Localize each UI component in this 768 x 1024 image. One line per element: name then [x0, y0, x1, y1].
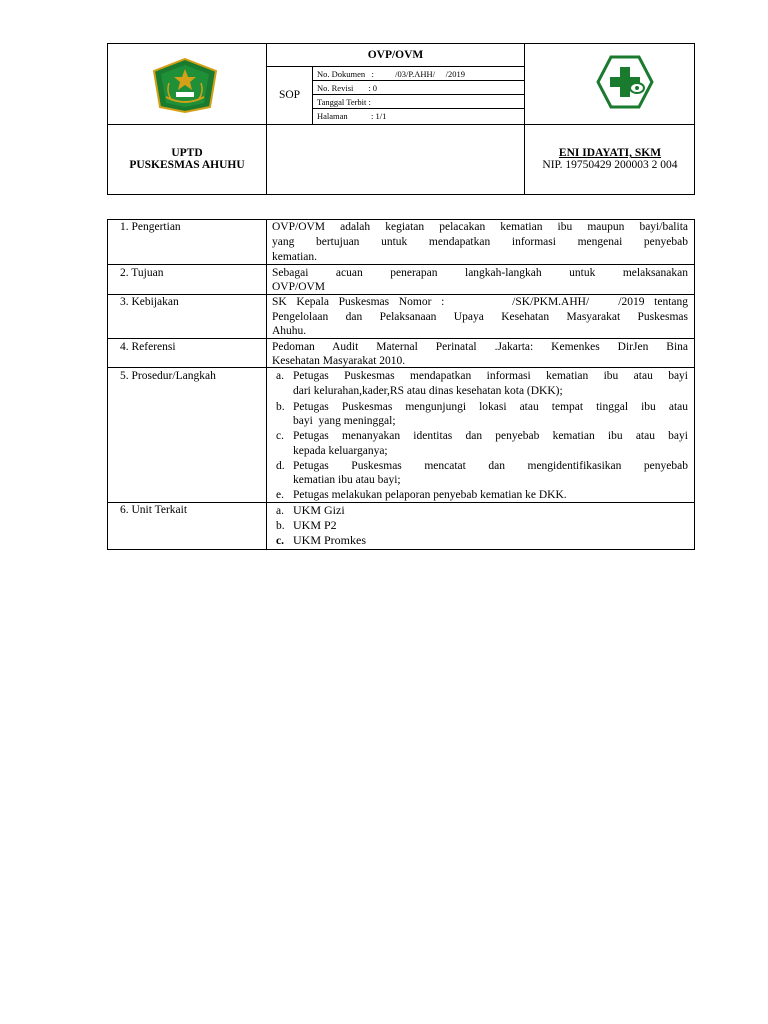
list-item: Petugas Puskesmas mencatat dan mengidentifikasikan penyebab — [293, 460, 688, 472]
list-item: bayi yang meninggal; — [293, 415, 396, 427]
list-marker: b. — [276, 401, 285, 413]
org-name-line1: UPTD — [171, 147, 203, 159]
list-item: kepada keluarganya; — [293, 445, 388, 457]
list-marker: d. — [276, 460, 285, 472]
list-item: UKM P2 — [293, 518, 337, 532]
meta-no-revisi: No. Revisi : 0 — [317, 83, 377, 93]
list-item: Petugas Puskesmas mendapatkan informasi kematian ibu atau bayi — [293, 370, 688, 382]
section-label-tujuan: 2. Tujuan — [120, 267, 164, 279]
list-item: dari kelurahan,kader,RS atau dinas kesehatan kota (DKK); — [293, 385, 563, 397]
section-line: kematian. — [272, 251, 318, 263]
list-marker: e. — [276, 489, 284, 501]
section-label-pengertian: 1. Pengertian — [120, 221, 181, 233]
sop-label: SOP — [278, 89, 301, 101]
list-item: UKM Promkes — [293, 533, 367, 547]
signer-nip: NIP. 19750429 200003 2 004 — [542, 159, 678, 171]
section-line: yang bertujuan untuk mendapatkan informasi mengenai penyebab — [272, 236, 688, 248]
list-marker: c. — [276, 430, 284, 442]
meta-tanggal-terbit: Tanggal Terbit : — [317, 97, 371, 107]
signer-name: ENI IDAYATI, SKM — [558, 147, 662, 159]
document-title: OVP/OVM — [367, 49, 424, 61]
list-marker: a. — [276, 370, 284, 382]
section-line: Kesehatan Masyarakat 2010. — [272, 355, 406, 367]
meta-no-dokumen: No. Dokumen : /03/P.AHH/ /2019 — [317, 69, 466, 79]
section-line: OVP/OVM adalah kegiatan pelacakan kematian ibu maupun bayi/balita — [272, 221, 688, 233]
list-marker: c. — [276, 535, 284, 547]
crest-logo-icon — [152, 57, 218, 113]
list-marker: b. — [276, 520, 285, 532]
list-marker: a. — [276, 505, 284, 517]
puskesmas-logo-icon — [596, 55, 654, 109]
section-label-prosedur: 5. Prosedur/Langkah — [120, 370, 216, 382]
list-item: Petugas melakukan pelaporan penyebab kematian ke DKK. — [293, 489, 567, 501]
section-label-referensi: 4. Referensi — [120, 341, 176, 353]
meta-halaman: Halaman : 1/1 — [317, 111, 387, 121]
section-line: Pedoman Audit Maternal Perinatal .Jakarta: Kemenkes DirJen Bina — [272, 341, 688, 353]
section-line: SK Kepala Puskesmas Nomor : /SK/PKM.AHH/ /2019 tentang — [272, 296, 688, 308]
section-label-kebijakan: 3. Kebijakan — [120, 296, 179, 308]
section-line: OVP/OVM — [272, 281, 326, 293]
section-line: Pengelolaan dan Pelaksanaan Upaya Kesehatan Masyarakat Puskesmas — [272, 311, 688, 323]
section-line: Ahuhu. — [272, 325, 307, 337]
section-label-unit-terkait: 6. Unit Terkait — [120, 504, 188, 516]
list-item: UKM Gizi — [293, 503, 345, 517]
list-item: Petugas Puskesmas mengunjungi lokasi atau tempat tinggal ibu atau — [293, 401, 688, 413]
list-item: Petugas menanyakan identitas dan penyebab kematian ibu atau bayi — [293, 430, 688, 442]
list-item: kematian ibu atau bayi; — [293, 474, 401, 486]
section-line: Sebagai acuan penerapan langkah-langkah untuk melaksanakan — [272, 267, 688, 279]
org-name-line2: PUSKESMAS AHUHU — [129, 159, 245, 171]
